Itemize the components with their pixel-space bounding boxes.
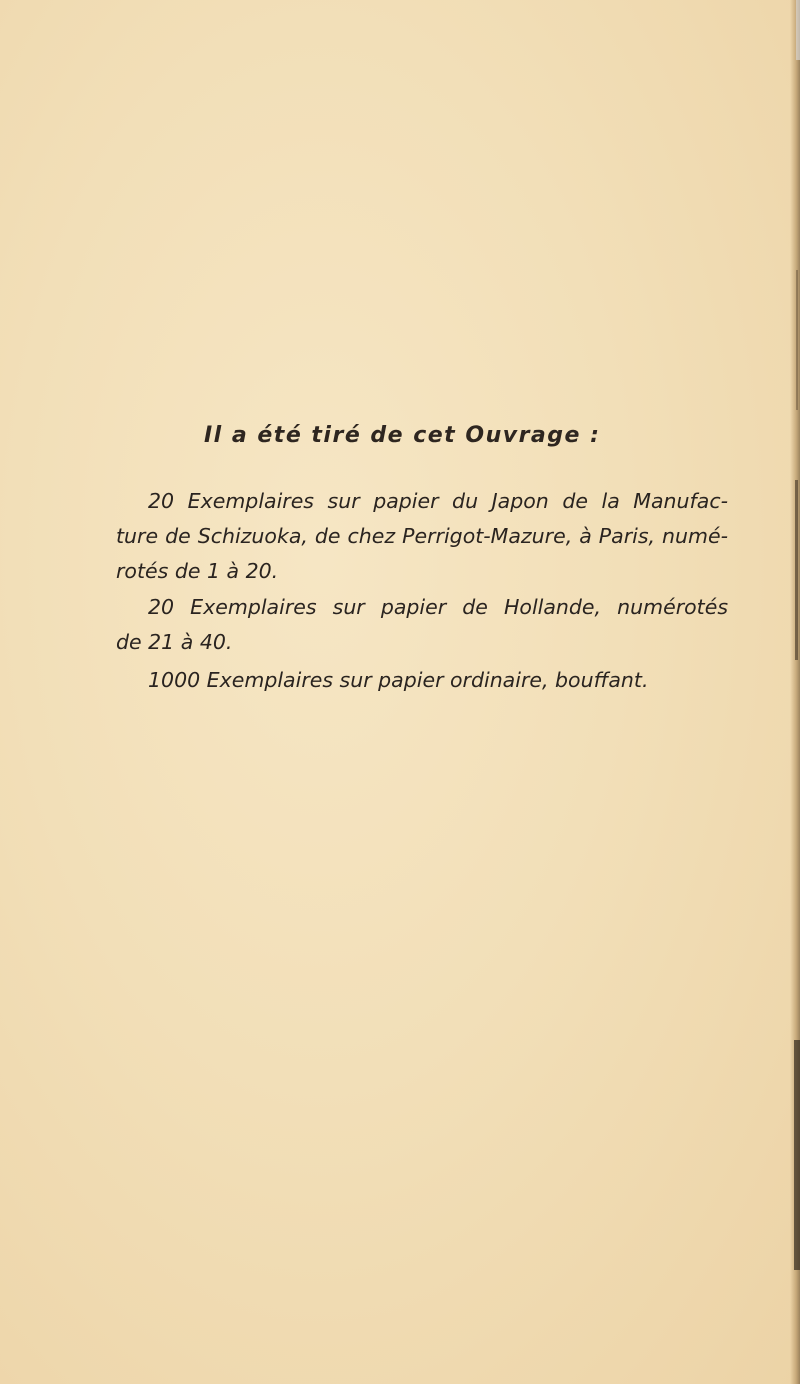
edition-paragraph-hollande: [116, 590, 728, 660]
edition-heading: Il a été tiré de cet Ouvrage :: [204, 423, 601, 448]
paragraph-line: rotés de 1 à 20.: [116, 559, 279, 583]
paragraph-line: 20 Exemplaires sur papier de Hollande, numérotés: [148, 595, 728, 619]
paragraph-line: de 21 à 40.: [116, 630, 233, 654]
edition-paragraph-ordinaire: [116, 663, 728, 698]
binding-mark: [796, 0, 800, 60]
paragraph-line: 20 Exemplaires sur papier du Japon de la Manufac-: [148, 489, 728, 513]
paragraph-line: ture de Schizuoka, de chez Perrigot-Mazure, à Paris, numé-: [116, 524, 728, 548]
binding-mark: [796, 270, 798, 410]
binding-mark: [795, 480, 798, 660]
edition-paragraph-japon: [116, 484, 728, 589]
binding-mark: [794, 1040, 800, 1270]
paragraph-line: 1000 Exemplaires sur papier ordinaire, bouffant.: [148, 668, 649, 692]
